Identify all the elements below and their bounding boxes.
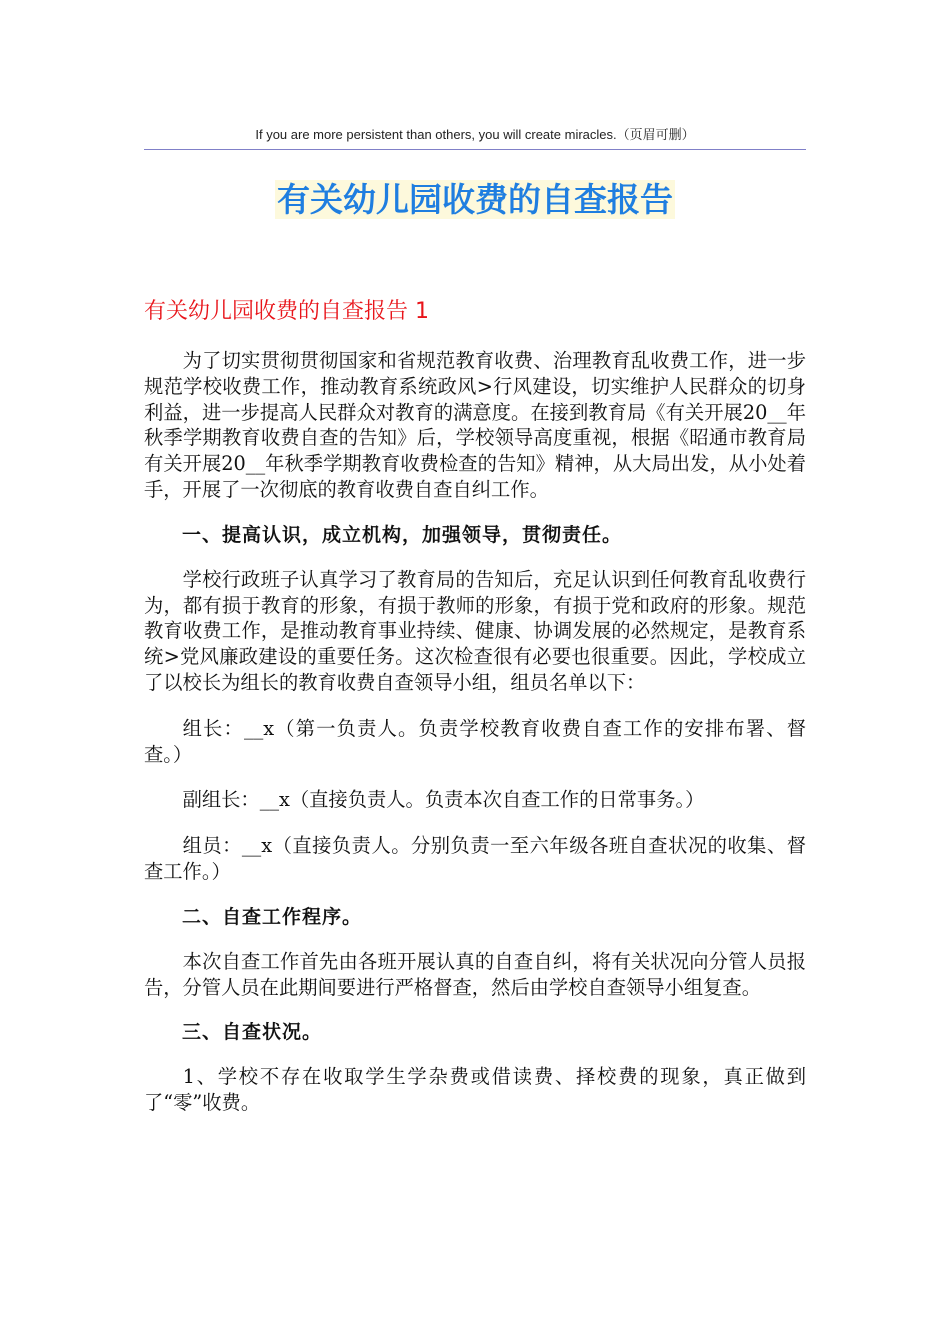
- body-paragraph: 组长：__x（第一负责人。负责学校教育收费自查工作的安排布署、督查。）: [144, 716, 806, 766]
- body-paragraph: 为了切实贯彻贯彻国家和省规范教育收费、治理教育乱收费工作，进一步规范学校收费工作，推动教育系统政风>行风建设，切实维护人民群众的切身利益，进一步提高人民群众对教育的满意度。在接到教育局《有关开展20__年秋季学期教育收费自查的告知》后，学校领导高度重视，根据《昭通市教育局有关开展20__年秋季学期教育收费检查的告知》精神，从大局出发，从小处着手，开展了一次彻底的教育收费自查自纠工作。: [144, 349, 806, 501]
- subheading: 二、自查工作程序。: [182, 905, 363, 928]
- subheading: 一、提高认识，成立机构，加强领导，贯彻责任。: [182, 523, 623, 546]
- body-paragraph: 本次自查工作首先由各班开展认真的自查自纠，将有关状况向分管人员报告，分管人员在此期间要进行严格督查，然后由学校自查领导小组复查。: [144, 949, 806, 999]
- page-header-text: If you are more persistent than others, you will create miracles.（页眉可删）: [255, 127, 695, 142]
- document-title: [0, 178, 950, 228]
- body-paragraph: 学校行政班子认真学习了教育局的告知后，充足认识到任何教育乱收费行为，都有损于教育的形象，有损于教师的形象，有损于党和政府的形象。规范教育收费工作，是推动教育事业持续、健康、协调发展的必然规定，是教育系统>党风廉政建设的重要任务。这次检查很有必要也很重要。因此，学校成立了以校长为组长的教育收费自查领导小组，组员名单以下：: [144, 567, 806, 694]
- document-title-text: 有关幼儿园收费的自查报告: [277, 180, 673, 219]
- section-heading: 有关幼儿园收费的自查报告 1: [144, 299, 429, 324]
- header-divider: [144, 149, 806, 150]
- subheading: 三、自查状况。: [182, 1021, 323, 1044]
- body-paragraph: 1、学校不存在收取学生学杂费或借读费、择校费的现象，真正做到了“零”收费。: [144, 1065, 806, 1115]
- document-body: [144, 348, 806, 1116]
- body-paragraph: 组员：__x（直接负责人。分别负责一至六年级各班自查状况的收集、督查工作。）: [144, 834, 806, 883]
- body-paragraph: 副组长：__x（直接负责人。负责本次自查工作的日常事务。）: [182, 788, 705, 812]
